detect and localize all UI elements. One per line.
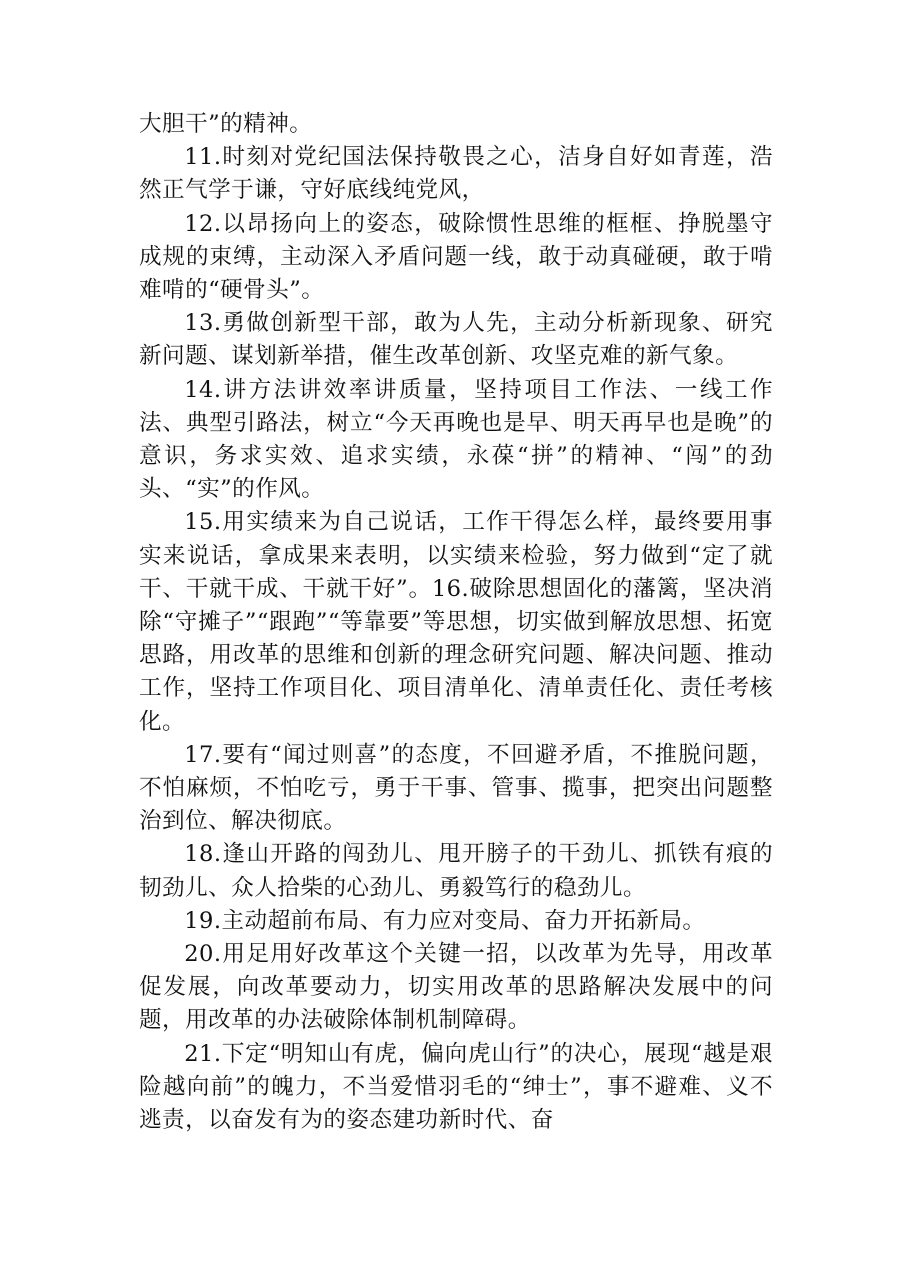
paragraph-item-18: 18.逢山开路的闯劲儿、甩开膀子的干劲儿、抓铁有痕的韧劲儿、众人拾柴的心劲儿、勇毅笃行的稳劲儿。 bbox=[139, 841, 773, 901]
paragraph-item-20: 20.用足用好改革这个关键一招，以改革为先导，用改革促发展，向改革要动力，切实用改革的思路解决发展中的问题，用改革的办法破除体制机制障碍。 bbox=[139, 941, 773, 1034]
document-body bbox=[139, 108, 773, 1137]
paragraph-item-12: 12.以昂扬向上的姿态，破除惯性思维的框框、挣脱墨守成规的束缚，主动深入矛盾问题一线，敢于动真碰硬，敢于啃难啃的“硬骨头”。 bbox=[139, 210, 773, 304]
paragraph-item-19: 19.主动超前布局、有力应对变局、奋力开拓新局。 bbox=[184, 907, 706, 934]
paragraph-item-13: 13.勇做创新型干部，敢为人先，主动分析新现象、研究新问题、谋划新举措，催生改革创新、攻坚克难的新气象。 bbox=[139, 310, 773, 370]
paragraph-item-14: 14.讲方法讲效率讲质量，坚持项目工作法、一线工作法、典型引路法，树立“今天再晚也是早、明天再早也是晚”的意识，务求实效、追求实绩，永葆“拼”的精神、“闯”的劲头、“实”的作风。 bbox=[139, 376, 773, 503]
paragraph-continuation: 大胆干”的精神。 bbox=[139, 111, 313, 137]
paragraph-item-15-16: 15.用实绩来为自己说话，工作干得怎么样，最终要用事实来说话，拿成果来表明，以实绩来检验，努力做到“定了就干、干就干成、干就干好”。16.破除思想固化的藩篱，坚决消除“守摊子”“跟跑”“等靠要”等思想，切实做到解放思想、拓宽思路，用改革的思维和创新的理念研究问题、解决问题、推动工作，坚持工作项目化、项目清单化、清单责任化、责任考核化。 bbox=[139, 509, 773, 735]
paragraph-item-11: 11.时刻对党纪国法保持敬畏之心，洁身自好如青莲，浩然正气学于谦，守好底线纯党风， bbox=[139, 144, 773, 204]
paragraph-item-21: 21.下定“明知山有虎，偏向虎山行”的决心，展现“越是艰险越向前”的魄力，不当爱惜羽毛的“绅士”，事不避难、义不逃责，以奋发有为的姿态建功新时代、奋 bbox=[139, 1040, 773, 1134]
paragraph-item-17: 17.要有“闻过则喜”的态度，不回避矛盾，不推脱问题，不怕麻烦，不怕吃亏，勇于干事、管事、揽事，把突出问题整治到位、解决彻底。 bbox=[139, 741, 773, 835]
